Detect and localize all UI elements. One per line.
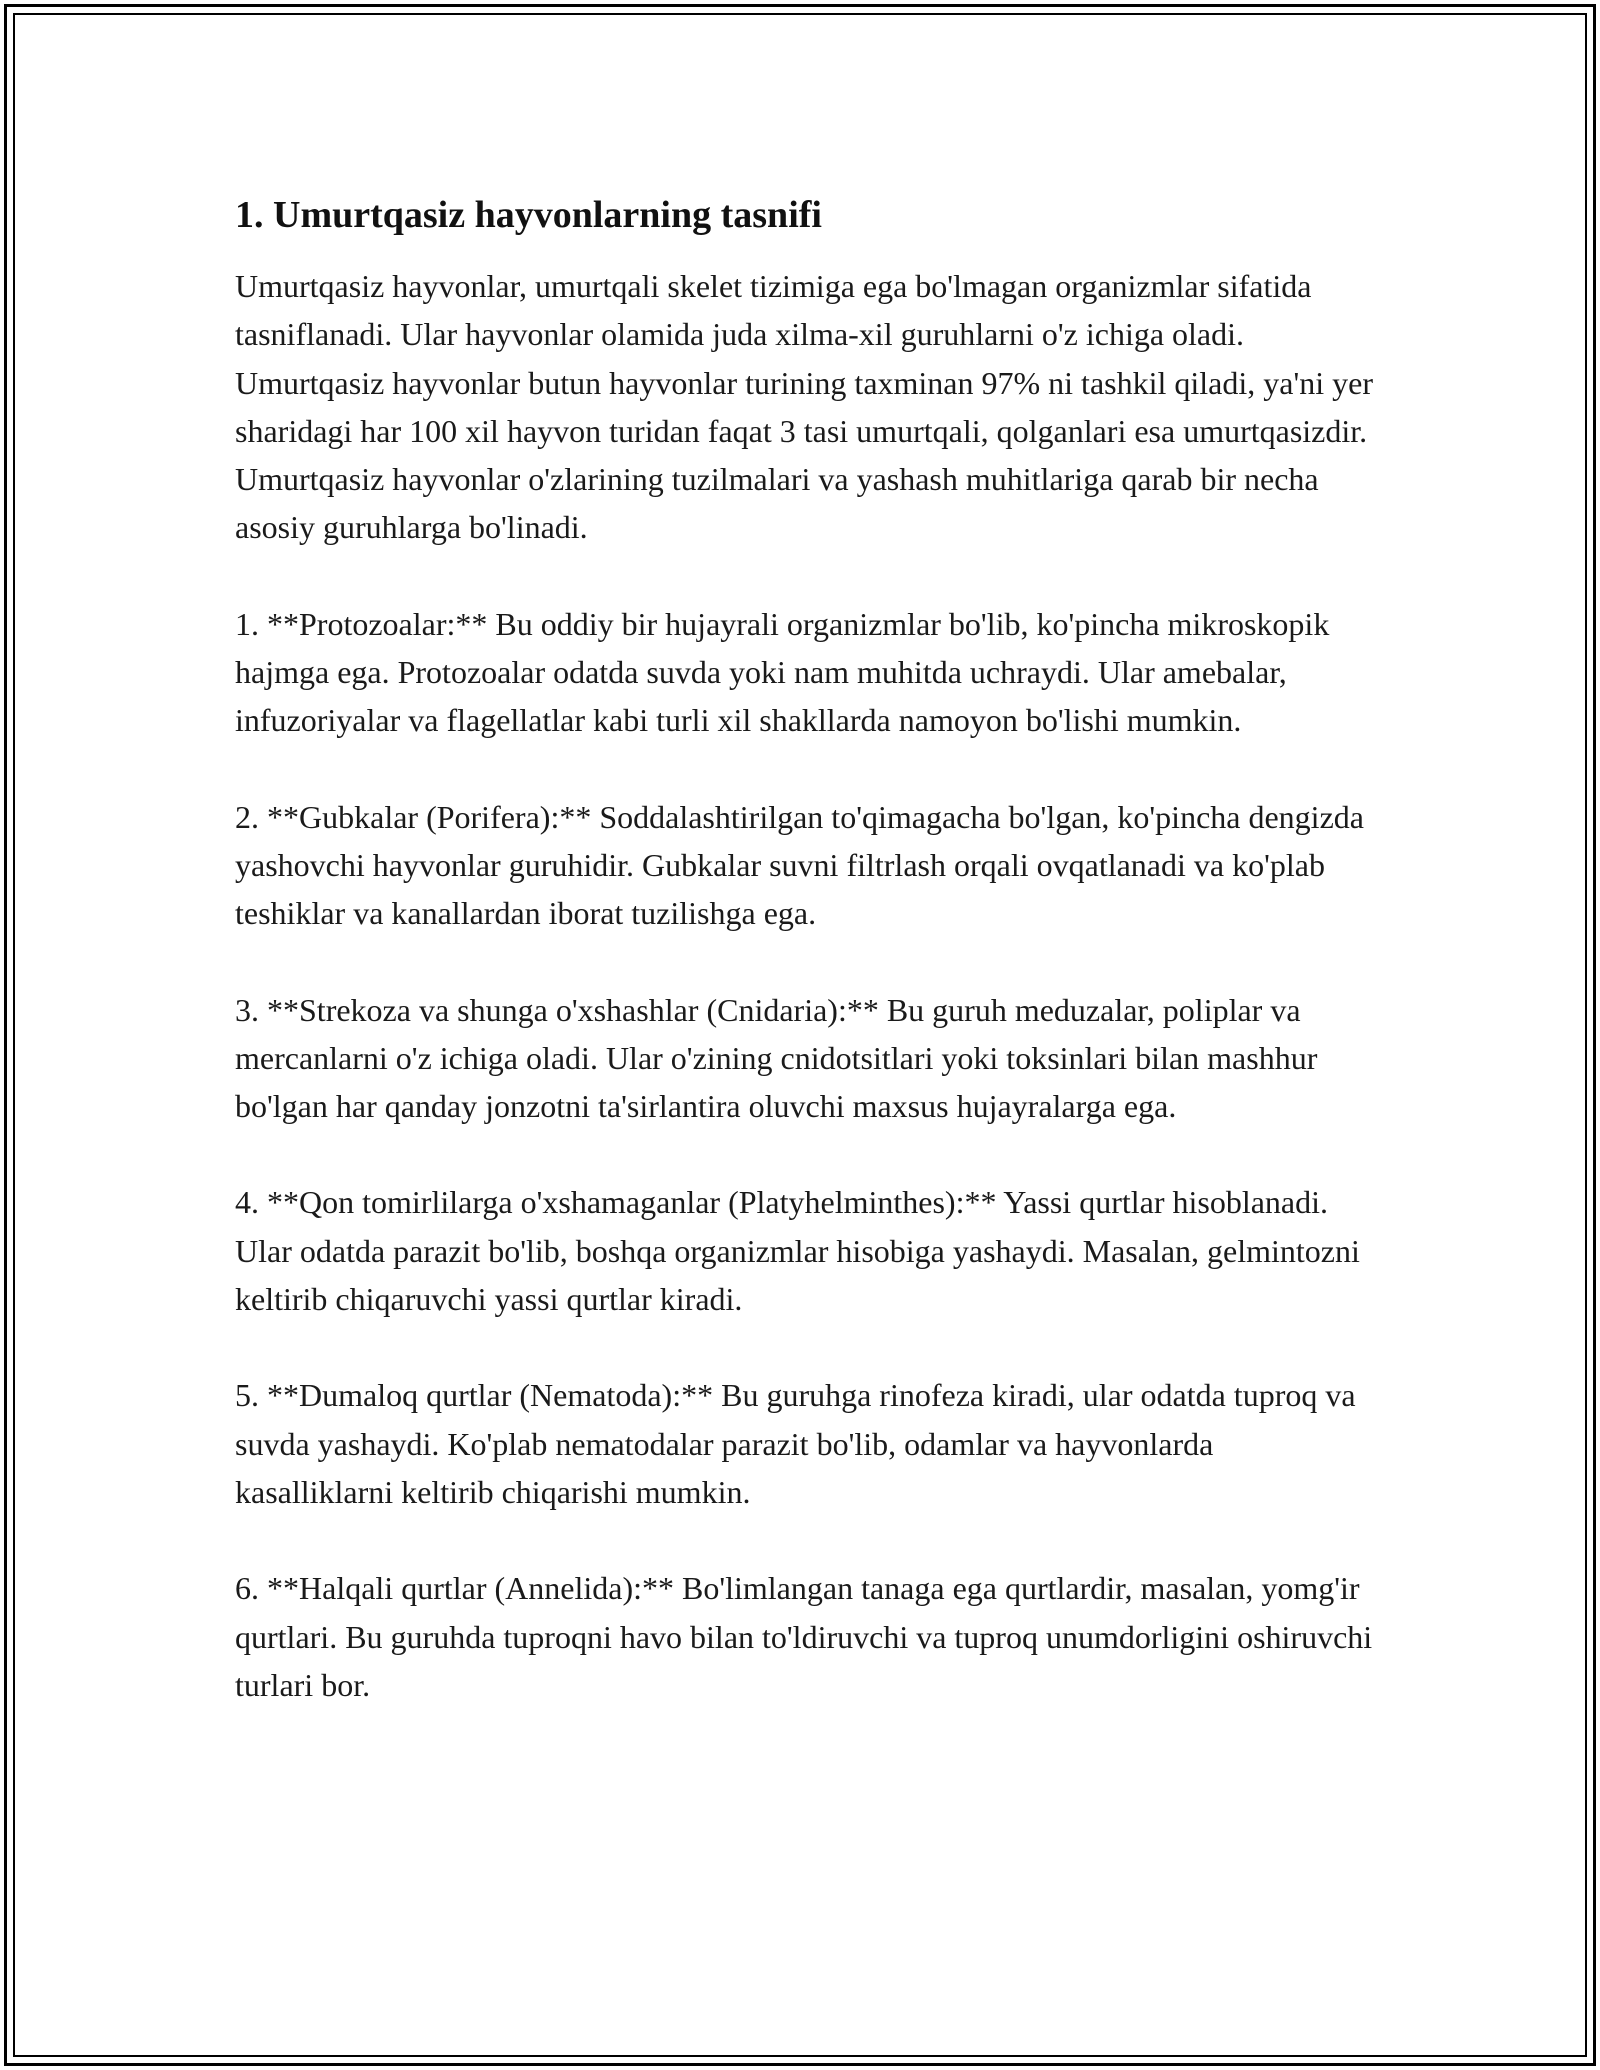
list-item-porifera: 2. **Gubkalar (Porifera):** Soddalashtirilgan to'qimagacha bo'lgan, ko'pincha dengizda yashovchi hayvonlar guruhidir. Gubkalar suvni filtrlash orqali ovqatlanadi va ko'plab teshiklar va kanallardan iborat tuzilishga ega. bbox=[235, 798, 1364, 932]
list-item-cnidaria: 3. **Strekoza va shunga o'xshashlar (Cnidaria):** Bu guruh meduzalar, poliplar va mercanlarni o'z ichiga oladi. Ular o'zining cnidotsitlari yoki toksinlari bilan mashhur bo'lgan har qanday jonzotni ta'sirlantira oluvchi maxsus hujayralarga ega. bbox=[235, 991, 1318, 1125]
section-heading: 1. Umurtqasiz hayvonlarning tasnifi bbox=[235, 194, 822, 236]
list-item-nematoda: 5. **Dumaloq qurtlar (Nematoda):** Bu guruhga rinofeza kiradi, ular odatda tuproq va suvda yashaydi. Ko'plab nematodalar parazit bo'lib, odamlar va hayvonlarda kasalliklarni keltirib chiqarishi mumkin. bbox=[235, 1377, 1356, 1510]
document-body bbox=[235, 188, 1375, 1757]
list-item-annelida: 6. **Halqali qurtlar (Annelida):** Bo'limlangan tanaga ega qurtlardir, masalan, yomg'ir qurtlari. Bu guruhda tuproqni havo bilan to'ldiruvchi va tuproq unumdorligini oshiruvchi turlari bor. bbox=[235, 1570, 1373, 1703]
list-item-platyhelminthes: 4. **Qon tomirlilarga o'xshamaganlar (Platyhelminthes):** Yassi qurtlar hisoblanadi. Ular odatda parazit bo'lib, boshqa organizmlar hisobiga yashaydi. Masalan, gelmintozni keltirib chiqaruvchi yassi qurtlar kiradi. bbox=[235, 1184, 1360, 1318]
list-item-protozoa: 1. **Protozoalar:** Bu oddiy bir hujayrali organizmlar bo'lib, ko'pincha mikroskopik hajmga ega. Protozoalar odatda suvda yoki nam muhitda uchraydi. Ular amebalar, infuzoriyalar va flagellatlar kabi turli xil shakllarda namoyon bo'lishi mumkin. bbox=[235, 605, 1330, 739]
intro-paragraph: Umurtqasiz hayvonlar, umurtqali skelet tizimiga ega bo'lmagan organizmlar sifatida tasniflanadi. Ular hayvonlar olamida juda xilma-xil guruhlarni o'z ichiga oladi. Umurtqasiz hayvonlar butun hayvonlar turining taxminan 97% ni tashkil qiladi, ya'ni yer sharidagi har 100 xil hayvon turidan faqat 3 tasi umurtqali, qolganlari esa umurtqasizdir. Umurtqasiz hayvonlar o'zlarining tuzilmalari va yashash muhitlariga qarab bir necha asosiy guruhlarga bo'linadi. bbox=[235, 268, 1373, 546]
